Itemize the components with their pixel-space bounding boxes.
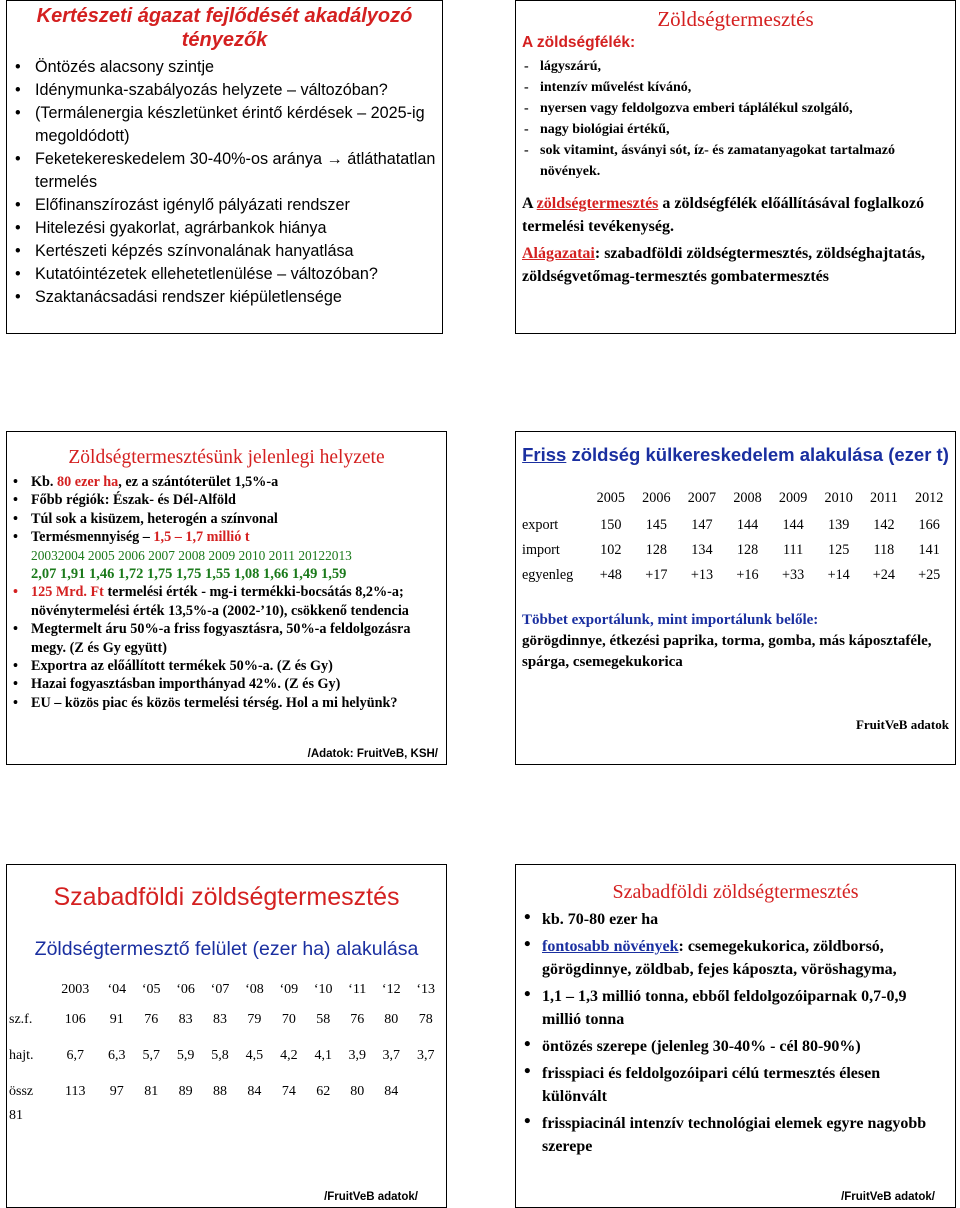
highlight: 1,5 – 1,7 millió t (153, 529, 250, 546)
subsectors-paragraph (522, 242, 949, 288)
link-alagazatai[interactable]: Alágazatai (522, 245, 595, 262)
bullet-icon: • (524, 934, 531, 955)
list-item (524, 140, 949, 182)
table-cell: 128 (736, 542, 759, 558)
text: Hazai fogyasztásban importhányad 42%. (Z és Gy) (31, 676, 341, 693)
bullet-text: Hitelezési gyakorlat, agrárbankok hiánya (35, 219, 327, 237)
table-cell: 76 (144, 1012, 159, 1027)
table-cell: 111 (782, 542, 804, 558)
area-table (7, 977, 443, 1110)
bullet-icon: • (524, 1111, 531, 1132)
list-item (524, 1112, 949, 1158)
table-cell: 91 (109, 1012, 124, 1027)
row-label: egyenleg (522, 567, 574, 583)
dash-icon: - (524, 143, 529, 158)
year-header: 2012 (914, 489, 944, 506)
highlight: 80 ezer ha (57, 474, 119, 490)
table-cell: 78 (418, 1012, 433, 1027)
table-cell: 128 (645, 542, 667, 558)
bullet-icon: • (15, 58, 21, 76)
table-row (520, 538, 952, 563)
table-cell: 142 (873, 517, 895, 533)
table-cell: 4,1 (314, 1048, 332, 1063)
year-header: ‘05 (141, 981, 161, 997)
text: Termésmennyiség – (31, 529, 154, 546)
list-item (15, 79, 436, 102)
bullet-icon: • (15, 288, 21, 306)
year-header: ‘06 (176, 981, 195, 997)
text: , ez a szántóterület 1,5%-a (118, 474, 279, 490)
list-item (524, 1062, 949, 1108)
text: Kb. (31, 474, 58, 490)
table-cell: 113 (65, 1084, 86, 1099)
table-cell: +16 (736, 567, 759, 583)
table-cell: 80 (384, 1012, 399, 1027)
list-item (15, 263, 436, 286)
bullet-icon: • (13, 621, 18, 638)
text: A (522, 195, 537, 212)
text: EU – közös piac és közös termelési térség. Hol a mi helyünk? (31, 694, 398, 711)
bullet-text: Kertészeti képzés színvonalának hanyatlása (35, 242, 354, 260)
bullet-icon: • (15, 242, 21, 260)
dash-icon: - (524, 122, 529, 137)
bullet-icon: • (15, 150, 21, 168)
bullet-list (7, 473, 446, 712)
table-cell: 81 (144, 1084, 159, 1099)
item-text: lágyszárú, (540, 59, 602, 74)
list-item (524, 77, 949, 98)
note (522, 610, 949, 673)
table-cell: 83 (178, 1012, 193, 1027)
bullet-icon: • (13, 492, 18, 509)
table-cell: 144 (782, 517, 804, 533)
list-item (13, 675, 440, 693)
source-note: FruitVeB adatok (855, 717, 949, 732)
table-cell: 62 (316, 1084, 331, 1099)
list-item (15, 56, 436, 79)
list-item (15, 217, 436, 240)
table-cell: 5,8 (211, 1048, 229, 1063)
source-note: /Adatok: FruitVeB, KSH/ (307, 748, 438, 760)
list-item (524, 56, 949, 77)
table-cell: 139 (828, 517, 850, 533)
row-label: export (522, 517, 559, 533)
bullet-text: Szaktanácsadási rendszer kiépületlensége (35, 288, 342, 306)
bullet-icon: • (15, 104, 21, 122)
dash-icon: - (524, 80, 529, 95)
bullet-icon: • (13, 474, 18, 490)
year-header: 2003 (61, 981, 90, 997)
text: frisspiaci és feldolgozóipari célú termesztés élesen különvált (542, 1065, 881, 1105)
table-cell: 70 (281, 1012, 296, 1027)
bullet-text: Feketekereskedelem 30-40%-os aránya → átláthatatlan termelés (35, 150, 436, 191)
list-item (524, 119, 949, 140)
table-cell: +33 (782, 567, 805, 583)
bullet-list (7, 56, 442, 309)
year-header: 2006 (642, 489, 671, 506)
list-item (524, 1035, 949, 1058)
table-cell: 145 (645, 517, 667, 533)
year-header: ‘13 (416, 981, 436, 997)
text: frisspiacinál intenzív technológiai elemek egyre nagyobb szerepe (542, 1115, 927, 1155)
bullet-icon: • (524, 1034, 531, 1055)
year-header: ‘04 (107, 981, 127, 997)
bullet-icon: • (15, 196, 21, 214)
year-header: 2008 (733, 489, 762, 506)
list-item (13, 473, 440, 491)
table-cell: +17 (645, 567, 668, 583)
table-cell: 80 (350, 1084, 365, 1099)
year-header: 2010 (824, 489, 853, 506)
table-cell: 6,3 (108, 1048, 126, 1063)
list-item (524, 908, 949, 931)
slide-open-field (6, 864, 447, 1208)
text: : szabadföldi zöldségtermesztés, zöldséghajtatás, zöldségvetőmag-termesztés gombatermesztés (522, 245, 926, 285)
extra-value: 81 (9, 1108, 23, 1123)
slide-title: Szabadföldi zöldségtermesztés (612, 881, 859, 903)
slide-subtitle: Zöldségtermesztő felület (ezer ha) alakulása (34, 938, 419, 960)
row-label: sz.f. (9, 1012, 33, 1027)
item-text: sok vitamint, ásványi sót, íz- és zamatanyagokat tartalmazó növények. (540, 143, 896, 179)
table-cell: 106 (64, 1012, 86, 1027)
text: : csemegekukorica, zöldborsó, görögdinnye, zöldbab, fejes káposzta, vöröshagyma, (542, 938, 897, 978)
item-text: nyersen vagy feldolgozva emberi táplálékul szolgáló, (540, 101, 853, 116)
table-cell: 89 (178, 1084, 193, 1099)
table-cell: 88 (213, 1084, 227, 1099)
header-cell (7, 977, 51, 1002)
table-cell: 6,7 (66, 1048, 85, 1063)
bullet-text: Öntözés alacsony szintje (35, 58, 215, 76)
year-header: 2011 (869, 489, 898, 506)
list-item (13, 528, 440, 583)
list-item (524, 985, 949, 1031)
table-cell: 3,7 (382, 1048, 400, 1063)
bullet-text: Kutatóintézetek ellehetetlenülése – változóban? (35, 265, 378, 283)
table-cell: 118 (873, 542, 895, 558)
bullet-text: Idénymunka-szabályozás helyzete – változóban? (35, 81, 388, 99)
dash-list (516, 56, 955, 182)
table-cell: 125 (828, 542, 850, 558)
list-item (13, 694, 440, 712)
text: öntözés szerepe (jelenleg 30-40% - cél 80-90%) (542, 1038, 861, 1055)
table-cell: +14 (827, 567, 850, 583)
slide-obstacles (6, 0, 443, 334)
table-cell: 74 (281, 1084, 296, 1099)
list-item (13, 491, 440, 509)
header-row (7, 977, 443, 1002)
trade-table (520, 483, 952, 588)
list-item (13, 510, 440, 528)
year-header: ‘11 (348, 981, 367, 997)
header-row (520, 483, 952, 513)
table-cell: 58 (316, 1012, 331, 1027)
table-cell (408, 1074, 443, 1110)
bullet-icon: • (13, 676, 18, 693)
table-cell: +13 (690, 567, 714, 583)
text: kb. 70-80 ezer ha (542, 911, 659, 928)
link-fontosabb-novenyek[interactable]: fontosabb növények (542, 938, 679, 955)
text: a zöldségfélék előállításával foglalkozó termelési tevékenység. (522, 195, 925, 235)
table-cell: 3,9 (348, 1048, 366, 1063)
slide-open-field-details (515, 864, 956, 1208)
bullet-icon: • (13, 529, 18, 546)
row-label: össz (9, 1084, 34, 1099)
table-cell: 144 (736, 517, 759, 533)
table-row (520, 563, 952, 588)
slide-title (516, 443, 955, 467)
text: 1,1 – 1,3 millió tonna, ebből feldolgozóiparnak 0,7-0,9 millió tonna (542, 988, 907, 1028)
year-header: ‘12 (381, 981, 401, 997)
table-cell: +48 (599, 567, 622, 583)
bullet-icon: • (15, 265, 21, 283)
source-note: /FruitVeB adatok/ (324, 1191, 418, 1203)
table-cell: 102 (600, 542, 622, 558)
definition-paragraph (522, 192, 949, 238)
table-cell: 4,2 (280, 1048, 298, 1063)
slide-subtitle: A zöldségfélék: (522, 34, 636, 51)
list-item (524, 935, 949, 981)
table-row (7, 1002, 443, 1038)
table-cell: 4,5 (245, 1048, 264, 1063)
link-zoldsegtermesztes[interactable]: zöldségtermesztés (536, 195, 659, 212)
table-cell: +24 (872, 567, 895, 583)
dash-icon: - (524, 101, 529, 116)
year-header: 2009 (778, 489, 808, 506)
table-cell: 5,9 (176, 1048, 195, 1063)
slide-trade (515, 431, 956, 765)
table-cell: 83 (213, 1012, 227, 1027)
bullet-icon: • (13, 694, 18, 711)
list-item (13, 620, 440, 657)
slide-vegetable-growing (515, 0, 956, 334)
list-item (15, 148, 436, 194)
slide-title: Zöldségtermesztésünk jelenlegi helyzete (68, 447, 385, 468)
list-item (15, 194, 436, 217)
table-cell: 76 (350, 1012, 365, 1027)
slide-current-situation (6, 431, 447, 765)
table-cell: 150 (600, 517, 622, 533)
year-header: ‘10 (313, 981, 333, 997)
text: Főbb régiók: Észak- és Dél-Alföld (31, 492, 236, 509)
table-cell: +25 (918, 567, 941, 583)
year-header: ‘08 (245, 981, 264, 997)
bullet-icon: • (524, 907, 531, 928)
table-cell: 3,7 (416, 1048, 435, 1063)
note-heading: Többet exportálunk, mint importálunk belőle: (522, 612, 819, 628)
table-cell: 97 (109, 1084, 124, 1099)
year-header: ‘09 (279, 981, 299, 997)
table-cell: 84 (384, 1084, 399, 1099)
bullet-text: (Termálenergia készletünket érintő kérdések – 2025-ig megoldódott) (35, 104, 425, 145)
slide-title: Szabadföldi zöldségtermesztés (53, 883, 400, 911)
table-cell: 141 (918, 542, 940, 558)
slide-title: Zöldségtermesztés (657, 7, 814, 31)
bullet-icon: • (524, 984, 531, 1005)
bullet-icon: • (13, 510, 18, 527)
year-header: 2005 (596, 489, 625, 506)
row-label: import (522, 542, 560, 558)
table-row (7, 1038, 443, 1074)
table-cell: 79 (247, 1012, 262, 1027)
text: Exportra az előállított termékek 50%-a. (Z és Gy) (31, 658, 333, 675)
row-label: hajt. (9, 1048, 34, 1063)
bullet-icon: • (524, 1061, 531, 1082)
text: zöldség külkereskedelem alakulása (ezer t) (566, 444, 949, 465)
text: Túl sok a kisüzem, heterogén a színvonal (31, 510, 278, 527)
list-item (15, 102, 436, 148)
table-cell: 84 (247, 1084, 262, 1099)
table-cell: 147 (691, 517, 713, 533)
table-cell: 5,7 (142, 1048, 160, 1063)
table-cell: 166 (918, 517, 940, 533)
highlight: 125 Mrd. Ft (31, 584, 104, 601)
table-row (520, 513, 952, 538)
header-cell (520, 483, 588, 513)
list-item (15, 240, 436, 263)
slide-title: Kertészeti ágazat fejlődését akadályozó tényezők (36, 5, 413, 51)
text: termelési érték - mg-i termékki-bocsátás 8,2%-a; növénytermelési érték 13,5%-a (2002-’10), csökkenő tendencia (31, 584, 409, 619)
table-row (7, 1074, 443, 1110)
note-text: görögdinnye, étkezési paprika, torma, gomba, más káposztaféle, spárga, csemegekukorica (522, 633, 932, 670)
bullet-icon: • (13, 658, 18, 675)
list-item (524, 98, 949, 119)
bullet-icon: • (13, 584, 18, 601)
year-header: ‘07 (210, 981, 230, 997)
dash-icon: - (524, 59, 529, 74)
text: Megtermelt áru 50%-a friss fogyasztásra, 50%-a feldolgozásra megy. (Z és Gy együtt) (31, 621, 411, 656)
bullet-icon: • (15, 219, 21, 237)
item-text: nagy biológiai értékű, (540, 122, 670, 137)
link-friss[interactable]: Friss (522, 444, 567, 465)
bullet-text: Előfinanszírozást igénylő pályázati rendszer (35, 196, 350, 214)
table-cell: 134 (691, 542, 713, 558)
item-text: intenzív művelést kívánó, (540, 80, 692, 95)
list-item (15, 286, 436, 309)
list-item (13, 583, 440, 620)
source-note: /FruitVeB adatok/ (841, 1191, 935, 1203)
bullet-list (516, 908, 955, 1158)
years-row: 20032004 2005 2006 2007 2008 2009 2010 2011 20122013 (31, 547, 352, 563)
list-item (13, 657, 440, 675)
year-header: 2007 (687, 489, 717, 506)
values-row: 2,07 1,91 1,46 1,72 1,75 1,75 1,55 1,08 1,66 1,49 1,59 (31, 566, 347, 583)
bullet-icon: • (15, 81, 21, 99)
